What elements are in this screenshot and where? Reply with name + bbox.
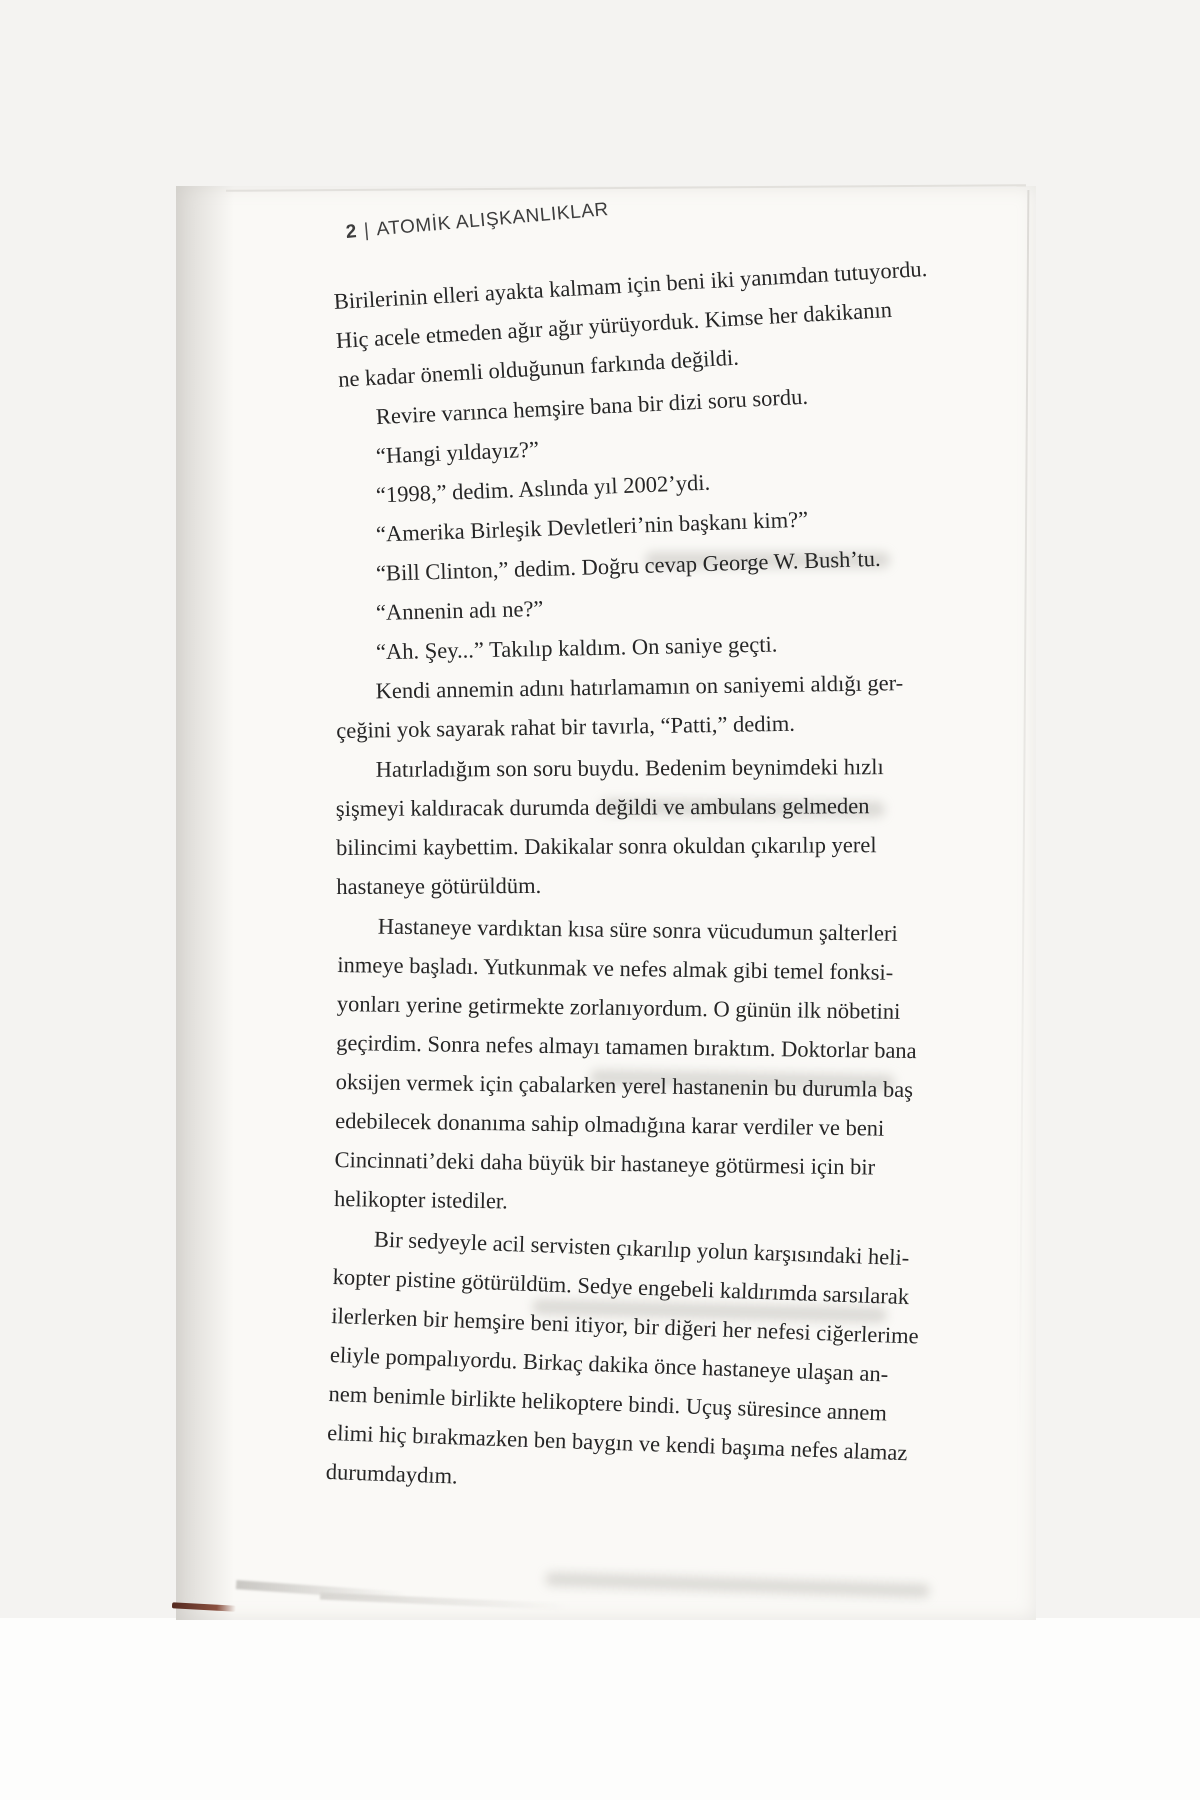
paragraph: Revire varınca hemşire bana bir dizi soru sordu. xyxy=(375,383,809,430)
gutter-shadow xyxy=(176,186,234,1620)
body-text xyxy=(325,255,1036,1491)
scan-background-bottom xyxy=(0,1618,1200,1800)
paragraph: “Annenin adı ne?” xyxy=(375,595,544,626)
paragraph: Birilerinin elleri ayakta kalmam için beni iki yanımdan tutuyordu. Hiç acele etmeden ağır ağır yürüyorduk. Kimse her dakikanın ne kadar önemli olduğunun farkında değildi. xyxy=(333,255,928,392)
book-title: ATOMİK ALIŞKANLIKLAR xyxy=(375,199,610,241)
paragraph: “Amerika Birleşik Devletleri’nin başkanı kim?” xyxy=(375,506,809,547)
paragraph: Hatırladığım son soru buydu. Bedenim beynimdeki hızlı şişmeyi kaldıracak durumda değildi ve ambulans gelmeden bilincimi kaybettim. Dakikalar sonra okuldan çıkarılıp yerel hastaneye götürüldüm. xyxy=(335,754,884,899)
paragraph: Hastaneye vardıktan kısa süre sonra vücudumun şalterleri inmeye başladı. Yutkunmak ve nefes almak gibi temel fonksi- yonları yerine getirmekte zorlanıyordum. O günün ilk nöbetini geçirdim. Sonra nefes almayı tamamen bıraktım. Doktorlar bana oksijen vermek için çabalarken yerel hastanenin bu durumla baş edebilecek donanıma sahip olmadığına karar verdiler ve beni Cincinnati’deki daha büyük bir hastaneye götürmesi için bir helikopter istediler. xyxy=(333,913,917,1214)
paragraph: “Bill Clinton,” dedim. Doğru cevap George W. Bush’tu. xyxy=(375,545,881,586)
paragraph: “Hangi yıldayız?” xyxy=(375,436,540,469)
paragraph: “Ah. Şey...” Takılıp kaldım. On saniye geçti. xyxy=(375,631,778,665)
page-number: 2 xyxy=(345,221,359,243)
paragraph: Bir sedyeyle acil servisten çıkarılıp yolun karşısındaki heli- kopter pistine götürüldüm. Sedye engebeli kaldırımda sarsılarak ilerlerken bir hemşire beni itiyor, bir diğeri her nefesi ciğerlerime eliyle pompalıyordu. Birkaç dakika önce hastaneye ulaşan an- nem benimle birlikte helikoptere bindi. Uçuş süresince annem elimi hiç bırakmazken ben baygın ve kendi başıma nefes alamaz durumdaydım. xyxy=(325,1226,920,1489)
paragraph: Kendi annemin adını hatırlamamın on saniyemi aldığı ger- çeğini yok sayarak rahat bir tavırla, “Patti,” dedim. xyxy=(336,670,904,743)
paragraph: “1998,” dedim. Aslında yıl 2002’ydi. xyxy=(375,469,711,508)
header-divider: | xyxy=(363,219,371,242)
